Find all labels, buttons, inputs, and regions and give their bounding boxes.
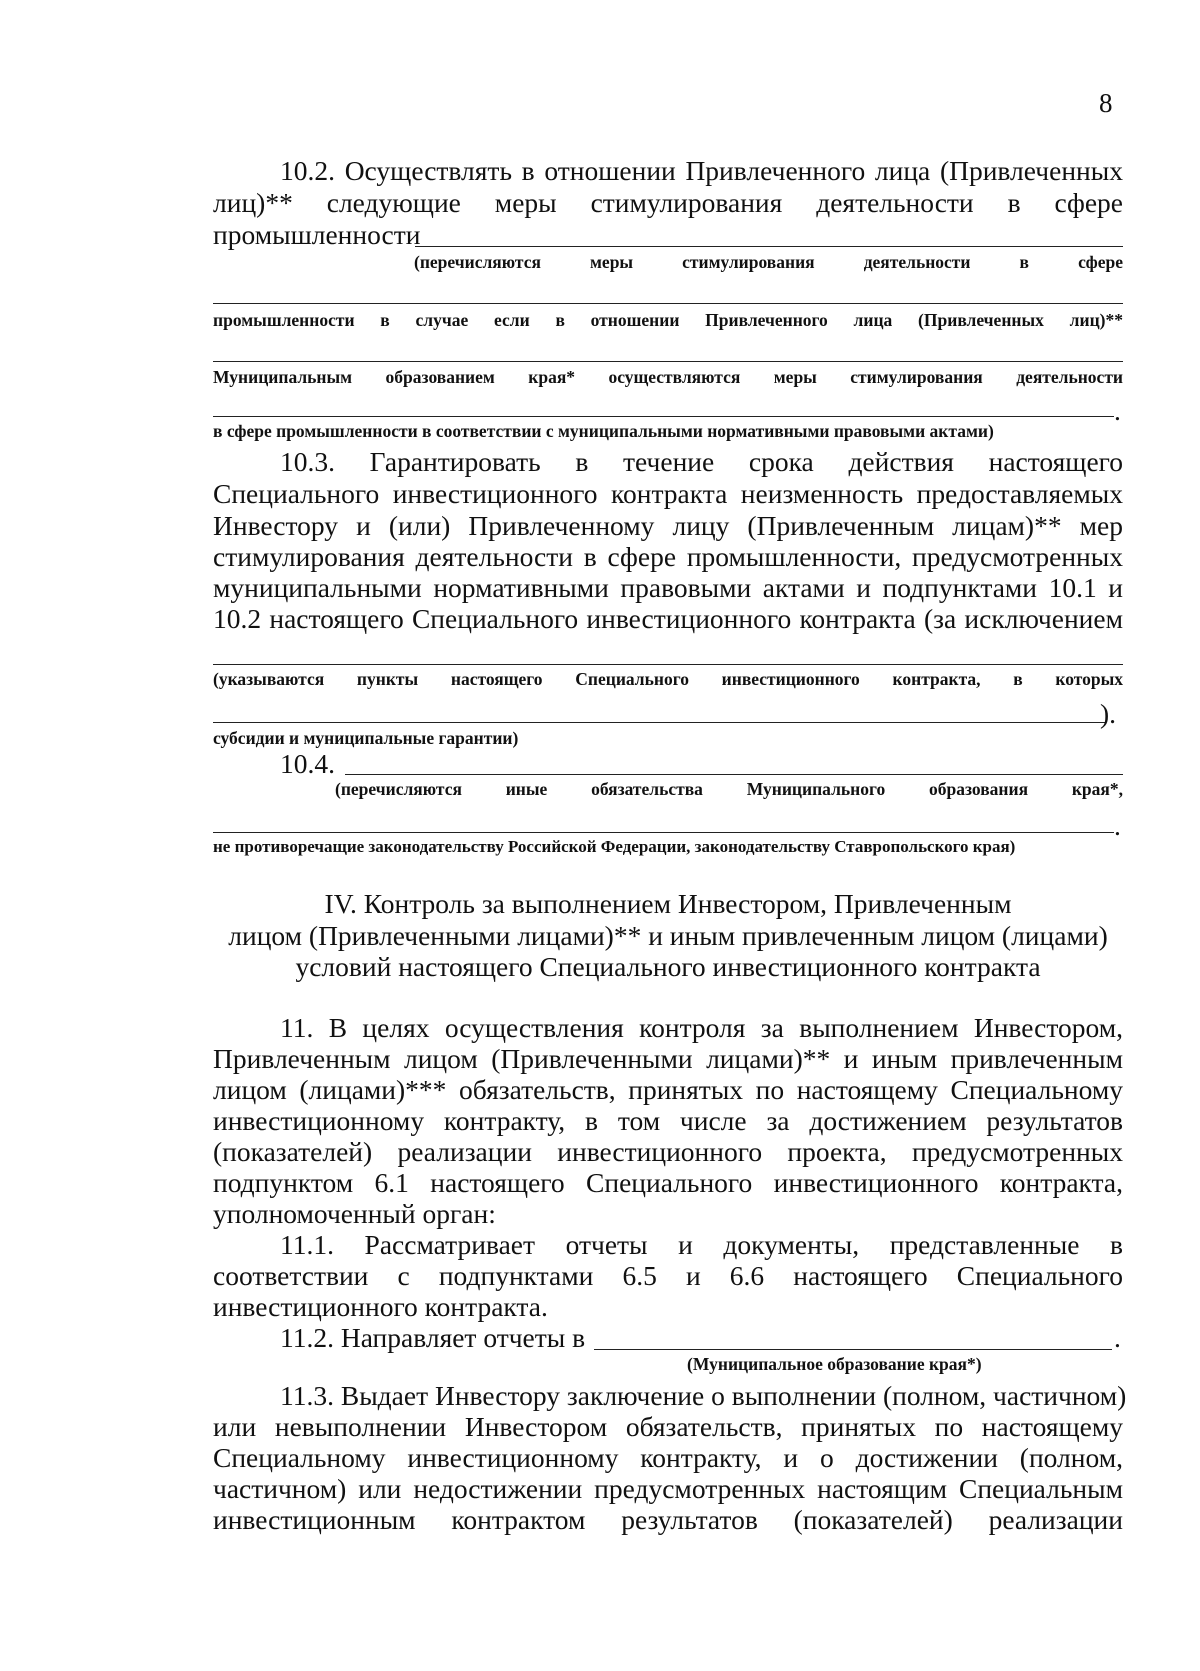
fill-line: [594, 1349, 1112, 1350]
fill-line: [213, 664, 1123, 665]
p10-2-hint-4: в сфере промышленности в соответствии с муниципальными нормативными правовыми актами): [213, 421, 994, 441]
p11-1-line-1: 11.1. Рассматривает отчеты и документы, представленные в: [280, 1229, 1123, 1260]
fill-line: [213, 722, 1105, 723]
page-number: 8: [1099, 88, 1113, 118]
p10-2-line-1: 10.2. Осуществлять в отношении Привлеченного лица (Привлеченных: [280, 155, 1123, 186]
p10-3-end-paren: ).: [1100, 698, 1117, 729]
p11-3-line-3: Специальному инвестиционному контракту, и о достижении (полном,: [213, 1442, 1123, 1473]
fill-line: [213, 361, 1123, 362]
p10-2-hint-2: промышленности в случае если в отношении Привлеченного лица (Привлеченных лиц)**: [213, 310, 1123, 330]
p10-3-line-5: муниципальными нормативными правовыми актами и подпунктами 10.1 и: [213, 572, 1123, 603]
p11-3-line-4: частичном) или недостижении предусмотренных настоящим Специальным: [213, 1473, 1123, 1504]
p11-line-3: лицом (лицами)*** обязательств, принятых по настоящему Специальному: [213, 1074, 1123, 1105]
p11-1-line-3: инвестиционного контракта.: [213, 1291, 548, 1322]
p10-2-line-3: промышленности: [213, 219, 421, 250]
p10-3-hint-1: (указываются пункты настоящего Специального инвестиционного контракта, в которых: [213, 669, 1123, 689]
p11-2-label: 11.2. Направляет отчеты в: [280, 1322, 586, 1353]
p10-4-hint-2: не противоречащие законодательству Российской Федерации, законодательству Ставропольского края): [213, 837, 1016, 856]
p10-3-hint-2: субсидии и муниципальные гарантии): [213, 728, 519, 748]
p10-3-line-6: 10.2 настоящего Специального инвестиционного контракта (за исключением: [213, 603, 1123, 634]
p10-3-line-3: Инвестору и (или) Привлеченному лицу (Привлеченным лицам)** мер: [213, 510, 1123, 541]
fill-line: [213, 303, 1123, 304]
fill-line: [213, 416, 1114, 417]
p11-3-line-1: 11.3. Выдает Инвестору заключение о выполнении (полном, частичном): [280, 1380, 1127, 1411]
p11-3-line-2: или невыполнении Инвестором обязательств, принятых по настоящему: [213, 1411, 1123, 1442]
p10-3-line-4: стимулирования деятельности в сфере промышленности, предусмотренных: [213, 541, 1123, 572]
p10-4-label: 10.4.: [280, 748, 335, 779]
fill-line: [415, 246, 1123, 247]
p10-3-line-1: 10.3. Гарантировать в течение срока действия настоящего: [280, 446, 1123, 477]
p11-line-2: Привлеченным лицом (Привлеченными лицами)** и иным привлеченным: [213, 1043, 1123, 1074]
p11-1-line-2: соответствии с подпунктами 6.5 и 6.6 настоящего Специального: [213, 1260, 1123, 1291]
fill-line: [213, 832, 1114, 833]
p11-line-5: (показателей) реализации инвестиционного проекта, предусмотренных: [213, 1136, 1123, 1167]
p10-2-hint-1: (перечисляются меры стимулирования деятельности в сфере: [414, 252, 1123, 272]
p10-3-line-2: Специального инвестиционного контракта неизменность предоставляемых: [213, 478, 1123, 509]
p11-3-line-5: инвестиционным контрактом результатов (показателей) реализации: [213, 1504, 1123, 1535]
p10-4-end-dot: .: [1114, 810, 1121, 841]
section-title-line-1: IV. Контроль за выполнением Инвестором, Привлеченным: [324, 888, 1012, 919]
p10-2-hint-3: Муниципальным образованием края* осуществляются меры стимулирования деятельности: [213, 367, 1123, 387]
p10-2-end-dot: .: [1114, 395, 1121, 426]
p11-line-1: 11. В целях осуществления контроля за выполнением Инвестором,: [280, 1012, 1123, 1043]
p10-4-hint-1: (перечисляются иные обязательства Муниципального образования края*,: [335, 779, 1123, 799]
section-title-line-2: лицом (Привлеченными лицами)** и иным привлеченным лицом (лицами): [228, 920, 1108, 951]
p11-2-hint: (Муниципальное образование края*): [687, 1354, 982, 1374]
p11-2-end-dot: .: [1114, 1322, 1121, 1353]
p11-line-4: инвестиционному контракту, в том числе за достижением результатов: [213, 1105, 1123, 1136]
p11-line-6: подпунктом 6.1 настоящего Специального инвестиционного контракта,: [213, 1167, 1123, 1198]
fill-line: [345, 774, 1123, 775]
section-title-line-3: условий настоящего Специального инвестиционного контракта: [295, 951, 1041, 982]
p10-2-line-2: лиц)** следующие меры стимулирования деятельности в сфере: [213, 187, 1123, 218]
p11-line-7: уполномоченный орган:: [213, 1198, 496, 1229]
